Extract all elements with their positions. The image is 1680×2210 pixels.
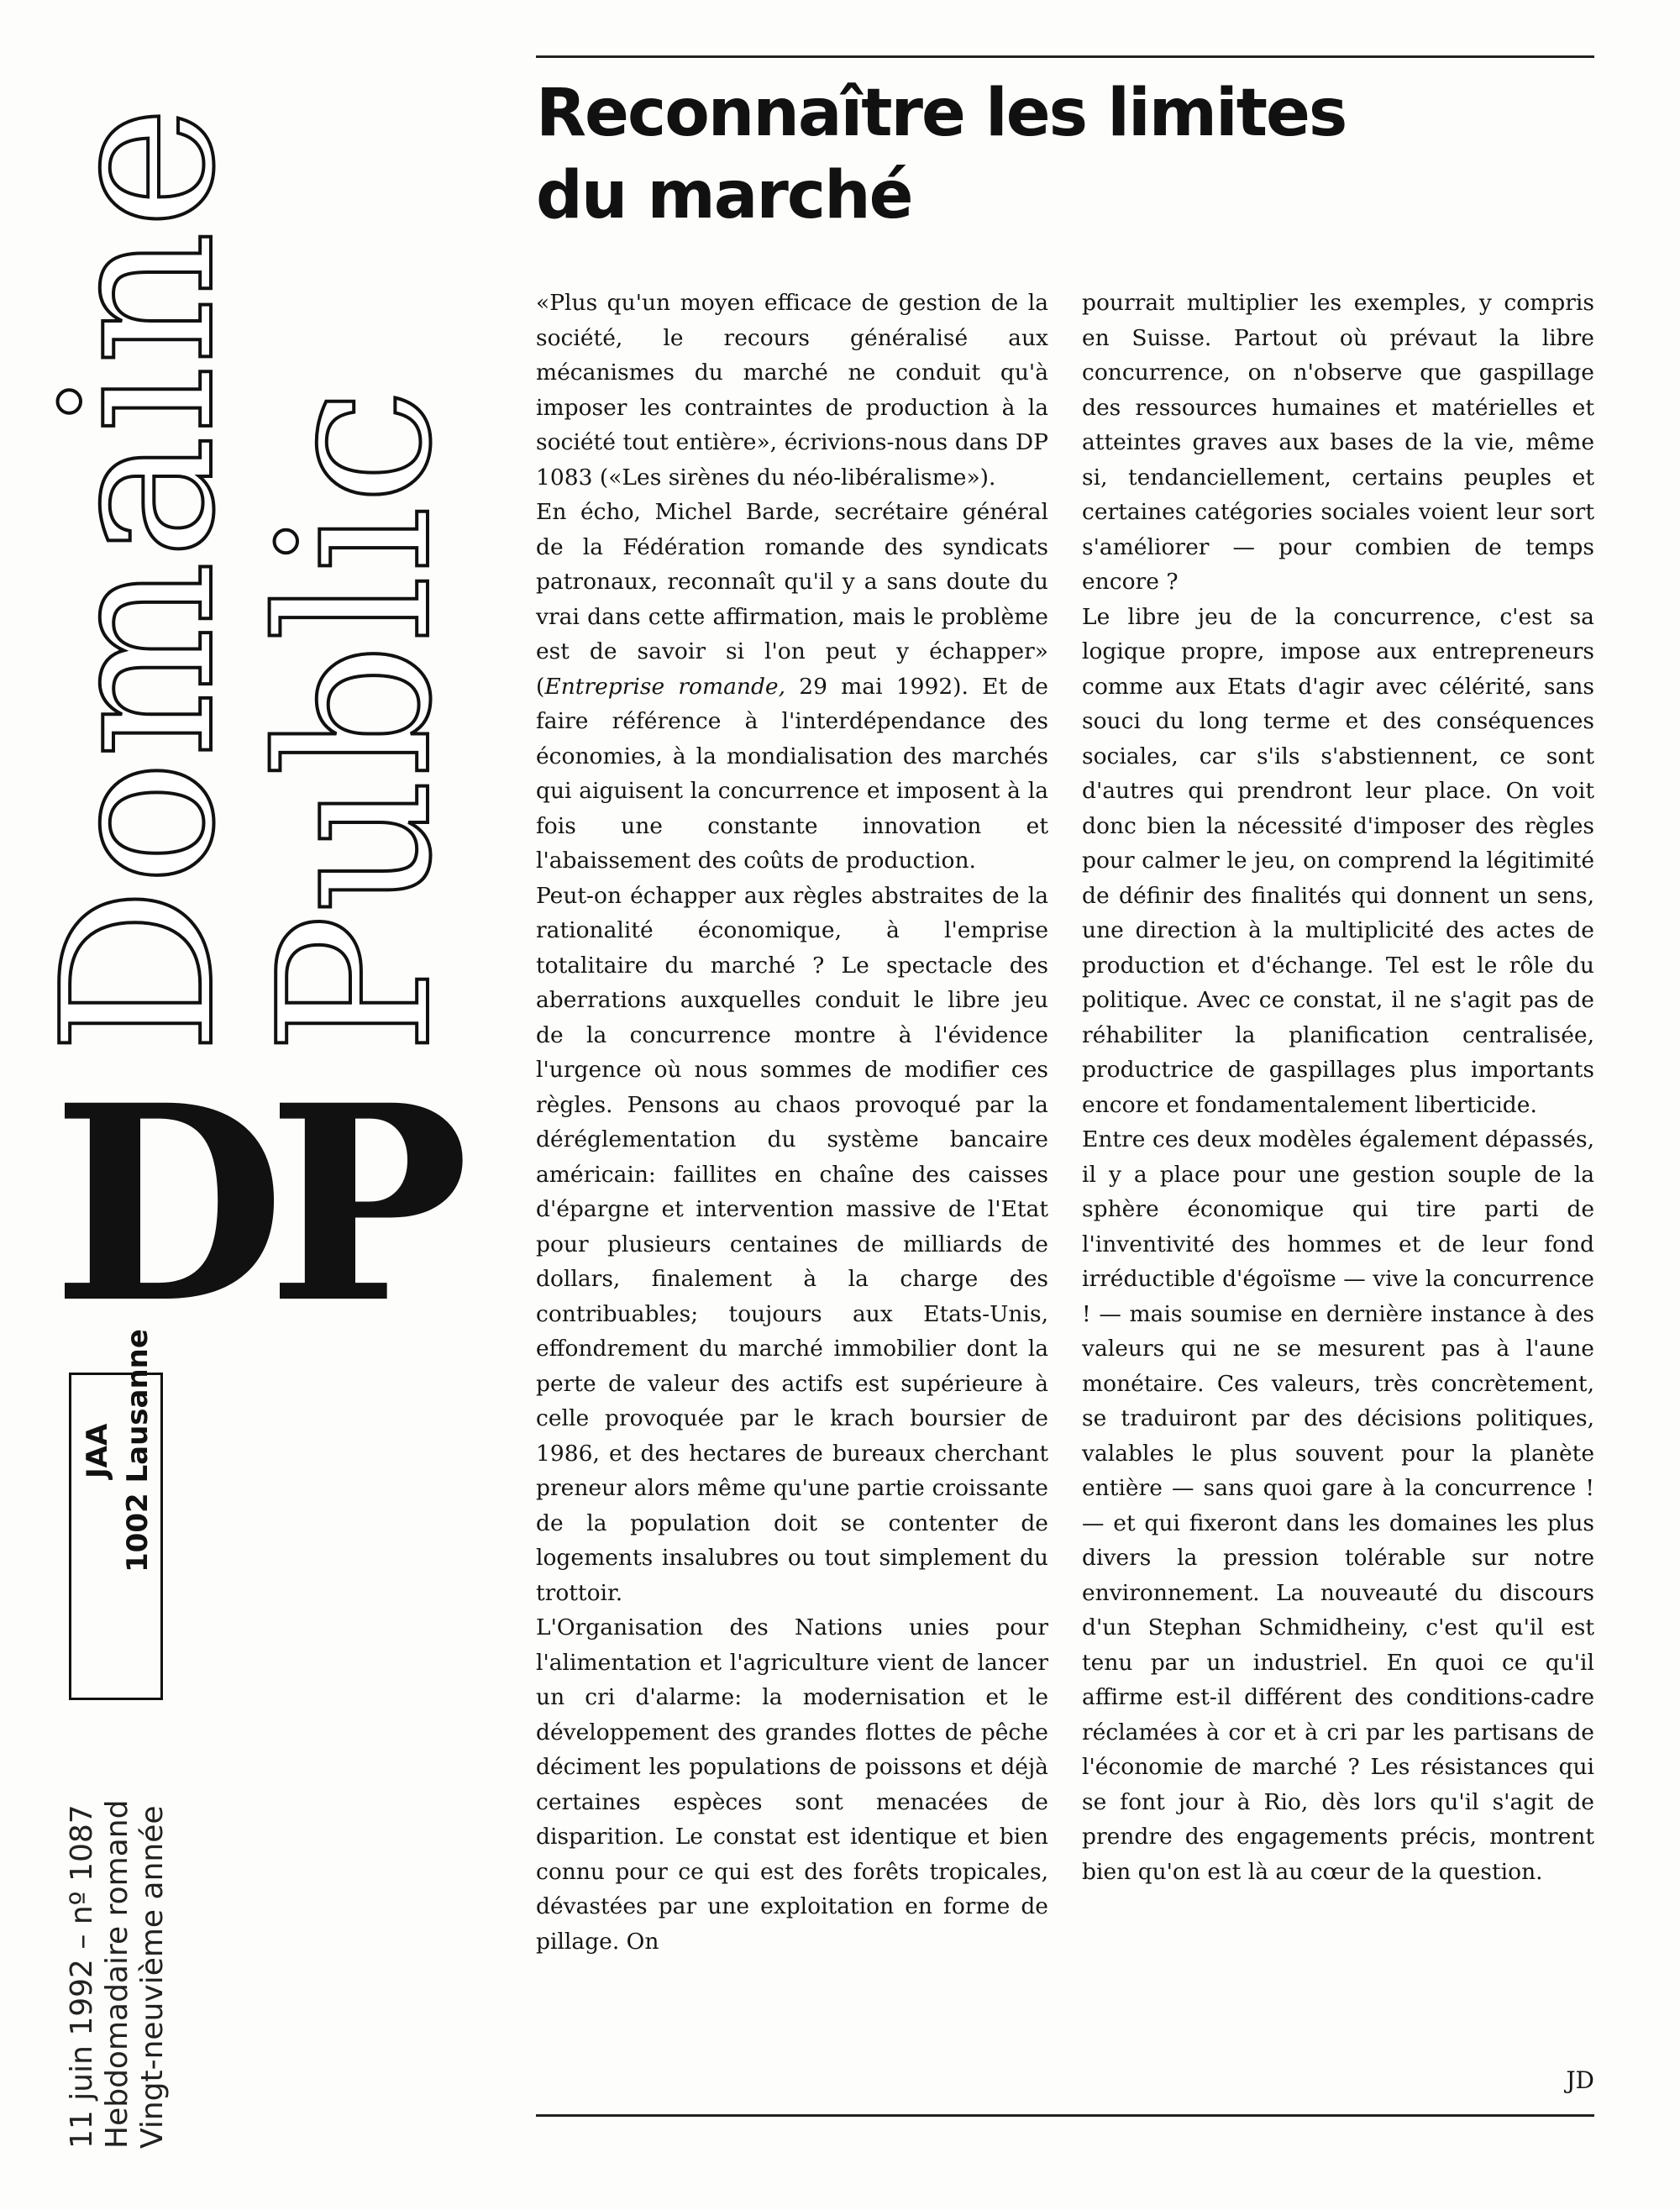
bottom-rule bbox=[536, 2114, 1594, 2117]
headline-line-1: Reconnaître les limites bbox=[536, 76, 1347, 151]
paragraph-fao: L'Organisation des Nations unies pour l'alimentation et l'agriculture vient de lancer un cri d'alarme: la modernisation et le développement des grandes flottes de pêche déciment les populations de poissons et déjà certaines espèces sont menacées de disparition. Le constat est identique et bien connu pour ce qui est des forêts tropicales, dévastées par une exploitation en forme de pillage. On bbox=[536, 1614, 1048, 1955]
paragraph-entre-modeles: Entre ces deux modèles également dépassés, il y a place pour une gestion souple de la sphère économique qui tire parti de l'inventivité des hommes et de leur fond irréductible d'égoïsme — vive la concurrence ! — mais soumise en dernière instance à des valeurs qui ne se mesurent pas à l'aune monétaire. Ces valeurs, très concrètement, se traduiront par des décisions politiques, valables le plus souvent pour la planète entière — sans quoi gare à la concurrence ! — et qui fixeront dans les domaines les plus divers la pression tolérable sur notre environnement. La nouveauté du discours d'un Stephan Schmidheiny, c'est qu'il est tenu par un industriel. En quoi ce qu'il affirme est-il différent des conditions-cadre réclamées à cor et à cri par les partisans de l'économie de marché ? Les résistances qui se font jour à Rio, dès lors qu'il s'agit de prendre des engagements précis, montrent bien qu'on est là au cœur de la question. bbox=[1082, 1126, 1594, 1885]
article-column-right bbox=[1082, 286, 1594, 1889]
issue-year: Vingt-neuvième année bbox=[135, 1805, 170, 2149]
source-citation: Entreprise romande, bbox=[544, 673, 786, 700]
paragraph-libre-jeu: Le libre jeu de la concurrence, c'est sa logique propre, impose aux entrepreneurs comme aux Etats d'agir avec célérité, sans souci du long terme et des conséquences sociales, car s'ils s'abstiennent, ce sont d'autres qui prendront leur place. On voit donc bien la nécessité d'imposer des règles pour calmer le jeu, on comprend la légitimité de définir des finalités qui donnent un sens, une direction à la multiplicité des actes de production et d'échange. Tel est le rôle du politique. Avec ce constat, il ne s'agit pas de réhabiliter la planification centralisée, productrice de gaspillages plus importants encore et fondamentalement liberticide. bbox=[1082, 603, 1594, 1118]
article-headline bbox=[536, 72, 1578, 237]
issue-date-number: 11 juin 1992 – nº 1087 bbox=[65, 1804, 99, 2149]
article-column-left bbox=[536, 286, 1048, 1959]
top-rule bbox=[536, 55, 1594, 58]
masthead-title-public: Public bbox=[235, 386, 477, 1054]
postal-label-city: 1002 Lausanne bbox=[121, 1329, 155, 1572]
issue-frequency: Hebdomadaire romand bbox=[100, 1799, 134, 2149]
paragraph-barde-text: En écho, Michel Barde, secrétaire général de la Fédération romande des syndicats patronaux, reconnaît qu'il y a sans doute du vrai dans cette affirmation, mais le problème est de savoir si l'on peut y échapper» ( bbox=[536, 499, 1048, 700]
masthead-title-domaine: Domaine bbox=[18, 104, 260, 1054]
logo-letter-p: P bbox=[267, 1047, 470, 1362]
paragraph-aberrations: Peut-on échapper aux règles abstraites de la rationalité économique, à l'emprise totalitaire du marché ? Le spectacle des aberrations auxquelles conduit le libre jeu de la concurrence montre à l'évidence l'urgence où nous sommes de modifier ces règles. Pensons au chaos provoqué par la déréglementation du système bancaire américain: faillites en chaîne des caisses d'épargne et intervention massive de l'Etat pour plusieurs centaines de milliards de dollars, finalement à la charge des contribuables; toujours aux Etats-Unis, effondrement du marché immobilier dont la perte de valeur des actifs est supérieure à celle provoquée par le krach boursier de 1986, et des hectares de bureaux cherchant preneur alors même qu'une partie croissante de la population doit se contenter de logements insalubres ou tout simplement du trottoir. bbox=[536, 882, 1048, 1606]
author-signature: JD bbox=[1566, 2066, 1594, 2094]
paragraph-barde-cont: 29 mai 1992). Et de faire référence à l'interdépendance des économies, à la mondialisation des marchés qui aiguisent la concurrence et imposent à la fois une constante innovation et l'abaissement des coûts de production. bbox=[536, 673, 1048, 874]
logo-letter-d: D bbox=[52, 1047, 286, 1362]
paragraph-barde bbox=[536, 495, 1048, 879]
paragraph-examples: pourrait multiplier les exemples, y compris en Suisse. Partout où prévaut la libre concurrence, on n'observe que gaspillage des ressources humaines et matérielles et atteintes graves aux bases de la vie, même si, tendanciellement, certains peuples et certaines catégories sociales voient leur sort s'améliorer — pour combien de temps encore ? bbox=[1082, 290, 1594, 595]
postal-label-jaa: JAA bbox=[81, 1423, 114, 1478]
headline-line-2: du marché bbox=[536, 158, 912, 234]
paragraph-intro: «Plus qu'un moyen efficace de gestion de la société, le recours généralisé aux mécanismes du marché ne conduit qu'à imposer les contraintes de production à la société tout entière», écrivions-nous dans DP 1083 («Les sirènes du néo-libéralisme»). bbox=[536, 290, 1048, 491]
